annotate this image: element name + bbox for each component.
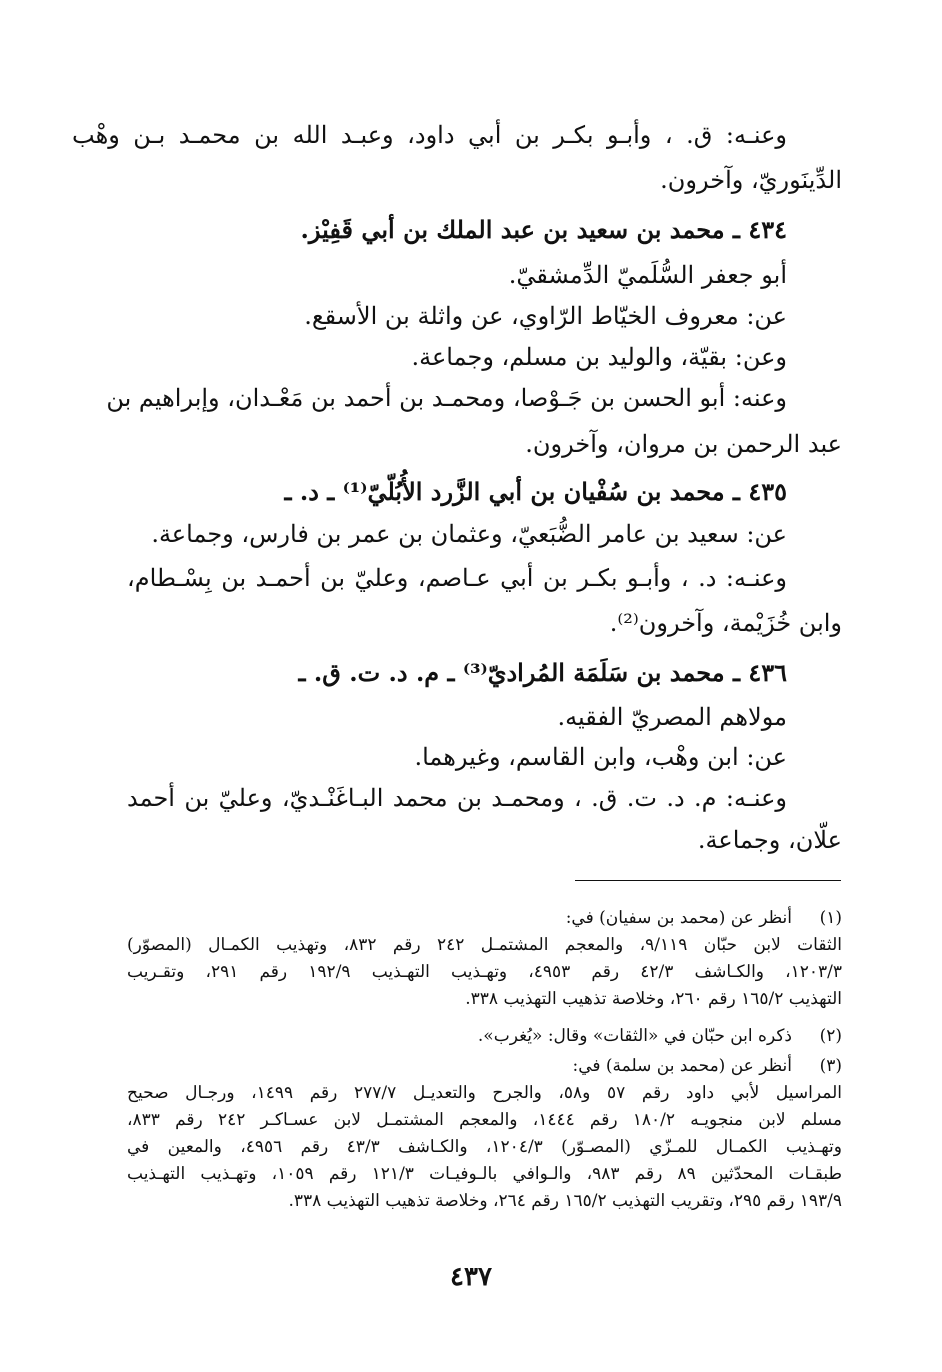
- footnote-line: أنظر عن (محمد بن سفيان) في:: [565, 908, 792, 928]
- body-line-narrators-end: وعنـه: ق. ، وأبـو بكـر بن أبي داود، وعبـد الله بن محمـد بـن وهْب: [72, 121, 787, 149]
- body-line: وعنه: أبو الحسن بن جَـوْصا، ومحمـد بن أحمد بن مَعْـدان، وإبراهيم بن: [106, 384, 787, 412]
- body-line: وعن: بقيّة، والوليد بن مسلم، وجماعة.: [411, 343, 787, 371]
- entry-heading-435: ٤٣٥ ـ محمد بن سُفْيان بن أبي الزَّرد الأُبُلّيّ⁽¹⁾ ـ د. ـ: [284, 477, 787, 506]
- footnote-line: المراسيل لأبي داود رقم ٥٧ و٥٨، والجرح والتعديـل ٢٧٧/٧ رقم ١٤٩٩، ورجـال صحيح: [127, 1083, 842, 1103]
- body-line: أبو جعفر السُّلَميّ الدِّمشقيّ.: [508, 261, 787, 289]
- footnote-number: (٢): [819, 1026, 842, 1046]
- footnote-separator: [575, 880, 841, 881]
- body-line: عن: معروف الخيّاط الرّاوي، عن واثلة بن الأسقع.: [304, 302, 787, 330]
- footnote-line: مسلم لابن منجويـه ١٨٠/٢ رقم ١٤٤٤، والمعجم المشتمـل لابن عسـاكـر ٢٤٢ رقم ٨٣٣،: [127, 1110, 842, 1130]
- body-line: عبد الرحمن بن مروان، وآخرون.: [525, 430, 842, 458]
- entry-heading-436: ٤٣٦ ـ محمد بن سَلَمَة المُراديّ⁽³⁾ ـ م. د. ت. ق. ـ: [298, 658, 787, 687]
- body-line: عن: ابن وهْب، وابن القاسم، وغيرهما.: [414, 743, 787, 771]
- footnote-line: ذكره ابن حبّان في «الثقات» وقال: «يُغرب».: [477, 1026, 792, 1046]
- body-line: مولاهم المصريّ الفقيه.: [557, 703, 787, 731]
- page-number: ٤٣٧: [450, 1262, 492, 1292]
- footnote-line: أنظر عن (محمد بن سلمة) في:: [572, 1056, 792, 1076]
- body-line: الدِّينَوريّ، وآخرون.: [660, 166, 842, 194]
- footnote-line: طبقـات المحدّثين ٨٩ رقم ٩٨٣، والـوافي بالـوفيـات ١٢١/٣ رقم ١٠٥٩، وتهـذيب التهـذيب: [127, 1164, 842, 1184]
- footnote-line: وتهـذيب الكمـال للمـزّي (المصـوّر) ١٢٠٤/٣، والكـاشف ٤٣/٣ رقم ٤٩٥٦، والمعين في: [127, 1137, 842, 1157]
- entry-heading-434: ٤٣٤ ـ محمد بن سعيد بن عبد الملك بن أبي قَفِيْز.: [300, 215, 787, 244]
- footnote-line: ١٩٣/٩ رقم ٢٩٥، وتقريب التهذيب ١٦٥/٢ رقم ٢٦٤، وخلاصة تذهيب التهذيب ٣٣٨.: [288, 1191, 842, 1211]
- footnote-number: (١): [819, 908, 842, 928]
- footnote-line: التهذيب ١٦٥/٢ رقم ٢٦٠، وخلاصة تذهيب التهذيب ٣٣٨.: [465, 989, 842, 1009]
- body-line: وابن خُزَيْمة، وآخرون⁽²⁾.: [609, 609, 842, 637]
- footnote-line: الثقات لابن حبّان ٩/١١٩، والمعجم المشتمـل ٢٤٢ رقم ٨٣٢، وتهذيب الكمـال (المصوّر): [127, 935, 842, 955]
- body-line: علّان، وجماعة.: [697, 826, 842, 854]
- body-line: وعنـه: د. ، وأبـو بكـر بن أبي عـاصم، وعليّ بن أحمـد بن بِسْـطام،: [127, 564, 787, 592]
- footnote-number: (٣): [819, 1056, 842, 1076]
- footnote-line: ١٢٠٣/٣، والكـاشف ٤٢/٣ رقم ٤٩٥٣، وتهـذيب التهـذيب ١٩٢/٩ رقم ٢٩١، وتقـريب: [127, 962, 843, 982]
- body-line: عن: سعيد بن عامر الضُّبَعيّ، وعثمان بن عمر بن فارس، وجماعة.: [151, 520, 787, 548]
- body-line: وعنـه: م. د. ت. ق. ، ومحمـد بن محمد البـاغَنْـديّ، وعليّ بن أحمد: [127, 784, 787, 812]
